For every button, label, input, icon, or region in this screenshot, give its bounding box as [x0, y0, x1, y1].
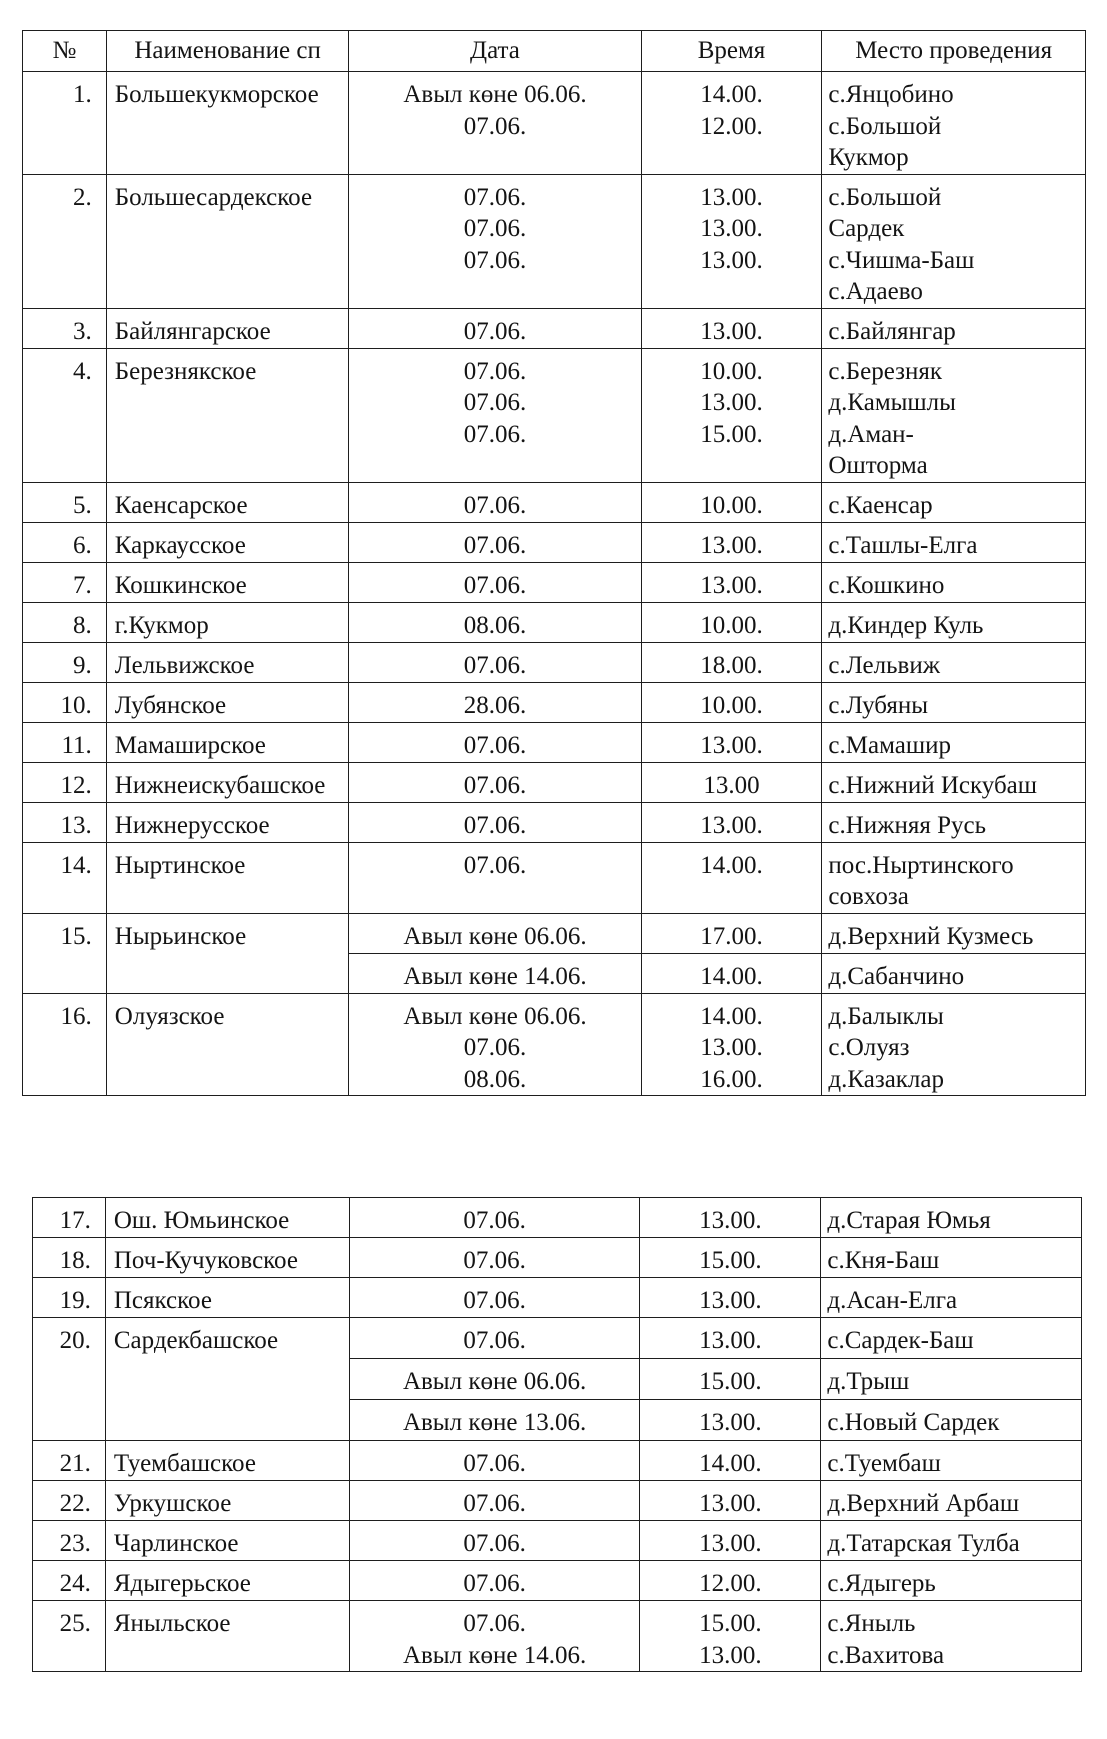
- event-place: [822, 802, 1086, 842]
- row-number: 2.: [23, 174, 107, 308]
- event-place-line: Кукмор: [828, 144, 909, 171]
- event-place: [822, 722, 1086, 762]
- row-number: 7.: [23, 562, 107, 602]
- event-place-line: пос.Ныртинского: [828, 851, 1014, 879]
- event-place: [822, 482, 1086, 522]
- event-place-line: с.Нижний Искубаш: [828, 771, 1038, 799]
- event-place: [822, 953, 1086, 993]
- event-place-line: д.Старая Юмья: [827, 1207, 991, 1234]
- event-place-line: д.Верхний Арбаш: [827, 1490, 1020, 1517]
- event-date-line: 07.06.: [463, 811, 527, 839]
- event-place-line: д.Верхний Кузмесь: [828, 922, 1034, 950]
- event-time-line: 12.00.: [700, 112, 763, 140]
- event-time-line: 13.00.: [700, 215, 763, 242]
- event-date-line: Авыл көне 14.06.: [402, 1641, 587, 1669]
- event-place-line: д.Казаклар: [828, 1065, 945, 1093]
- event-date: [349, 1400, 639, 1441]
- event-place-line: с.Кошкино: [828, 571, 945, 599]
- event-place: [822, 682, 1086, 722]
- event-time-line: 13.00.: [700, 389, 763, 416]
- table-row: [23, 762, 1086, 802]
- event-date-line: 07.06.: [463, 420, 527, 448]
- event-date: [349, 1481, 639, 1521]
- event-time-line: 13.00.: [699, 1287, 762, 1314]
- event-place: [821, 1359, 1082, 1400]
- settlement-name: Яныльское: [105, 1601, 349, 1672]
- table-row: [33, 1441, 1082, 1481]
- event-place-line: д.Татарская Тулба: [827, 1530, 1020, 1557]
- event-time: [640, 1601, 821, 1672]
- event-date-line: 08.06.: [463, 611, 527, 639]
- event-time-line: 17.00.: [700, 922, 763, 950]
- event-place-line: Сардек: [828, 215, 905, 242]
- event-place: [821, 1198, 1082, 1238]
- event-time-line: 13.00.: [700, 246, 763, 274]
- event-place: [822, 842, 1086, 913]
- event-date-line: 07.06.: [463, 531, 527, 559]
- event-date-line: 07.06.: [463, 1610, 526, 1637]
- event-date: [349, 482, 641, 522]
- event-place: [821, 1521, 1082, 1561]
- event-time-line: 13.00.: [700, 811, 763, 839]
- event-time: [640, 1400, 821, 1441]
- event-place-line: с.Чишма-Баш: [828, 246, 975, 274]
- event-place-line: д.Трыш: [827, 1368, 910, 1395]
- event-time-line: 13.00.: [699, 1490, 762, 1517]
- event-place-line: с.Лубяны: [828, 691, 929, 719]
- event-date-line: 07.06.: [463, 1034, 527, 1061]
- table-row: [23, 682, 1086, 722]
- table-row: [33, 1318, 1082, 1359]
- event-place-line: д.Сабанчино: [828, 962, 965, 990]
- event-place: [821, 1400, 1082, 1441]
- event-time-line: 13.00.: [700, 531, 763, 559]
- event-time: [641, 174, 822, 308]
- event-time: [641, 682, 822, 722]
- header-place: Место проведения: [822, 31, 1086, 72]
- event-place: [822, 174, 1086, 308]
- event-place-line: с.Туембаш: [827, 1450, 941, 1477]
- event-date-line: Авыл көне 13.06.: [402, 1409, 587, 1436]
- table-row: [33, 1521, 1082, 1561]
- settlement-name: Нижнеискубашское: [106, 762, 349, 802]
- event-date-line: 07.06.: [463, 317, 527, 345]
- event-place: [822, 308, 1086, 348]
- event-time-line: 13.00.: [700, 183, 763, 211]
- event-time: [641, 482, 822, 522]
- event-date: [349, 1278, 639, 1318]
- row-number: 11.: [23, 722, 107, 762]
- event-date-line: 07.06.: [463, 246, 527, 274]
- event-date-line: 07.06.: [463, 851, 527, 879]
- settlement-name: Поч-Кучуковское: [105, 1238, 349, 1278]
- row-number: 17.: [33, 1198, 106, 1238]
- event-time: [641, 953, 822, 993]
- header-date: Дата: [349, 31, 641, 72]
- row-number: 24.: [33, 1561, 106, 1601]
- row-number: 10.: [23, 682, 107, 722]
- event-date-line: 07.06.: [463, 731, 527, 759]
- table-row: [23, 348, 1086, 482]
- settlement-name: Лельвижское: [106, 642, 349, 682]
- event-date: [349, 1441, 639, 1481]
- event-date-line: Авыл көне 06.06.: [403, 1002, 587, 1030]
- event-date: [349, 1318, 639, 1359]
- event-date: [349, 72, 641, 175]
- event-place: [821, 1238, 1082, 1278]
- row-number: 18.: [33, 1238, 106, 1278]
- event-time-line: 15.00.: [699, 1368, 762, 1395]
- event-time: [641, 562, 822, 602]
- event-time: [641, 842, 822, 913]
- event-place: [821, 1441, 1082, 1481]
- table-row: [23, 482, 1086, 522]
- event-time: [641, 348, 822, 482]
- event-time-line: 13.00.: [700, 731, 763, 759]
- event-time-line: 13.00.: [700, 571, 763, 599]
- event-time-line: 14.00.: [699, 1450, 762, 1477]
- event-time-line: 13.00: [703, 771, 760, 799]
- event-place-line: с.Большой: [828, 183, 942, 211]
- event-time-line: 13.00.: [699, 1641, 762, 1669]
- event-time: [640, 1521, 821, 1561]
- event-place-line: с.Вахитова: [827, 1641, 945, 1669]
- event-time-line: 10.00.: [700, 691, 763, 719]
- event-date-line: 07.06.: [463, 1207, 526, 1234]
- settlement-name: Лубянское: [106, 682, 349, 722]
- event-date: [349, 913, 641, 953]
- event-date-line: 08.06.: [463, 1065, 527, 1093]
- event-place-line: с.Мамашир: [828, 731, 951, 759]
- table-row: [33, 1198, 1082, 1238]
- event-time-line: 13.00.: [700, 1034, 763, 1061]
- event-date-line: 07.06.: [463, 389, 527, 416]
- table-row: [33, 1601, 1082, 1672]
- table-row: [23, 308, 1086, 348]
- event-date: [349, 1561, 639, 1601]
- event-date-line: 07.06.: [463, 771, 527, 799]
- event-place: [821, 1318, 1082, 1359]
- table-row: [23, 522, 1086, 562]
- event-date-line: 07.06.: [463, 571, 527, 599]
- event-date: [349, 1238, 639, 1278]
- event-place: [822, 762, 1086, 802]
- event-time-line: 13.00.: [700, 317, 763, 345]
- row-number: 21.: [33, 1441, 106, 1481]
- event-time: [641, 993, 822, 1096]
- settlement-name: Уркушское: [105, 1481, 349, 1521]
- event-date-line: 07.06.: [463, 1530, 526, 1557]
- row-number: 14.: [23, 842, 107, 913]
- row-number: 15.: [23, 913, 107, 993]
- event-date: [349, 802, 641, 842]
- row-number: 23.: [33, 1521, 106, 1561]
- event-place-line: д.Асан-Елга: [827, 1287, 958, 1314]
- event-place: [822, 522, 1086, 562]
- event-time-line: 15.00.: [699, 1610, 762, 1637]
- event-date-line: 07.06.: [463, 1287, 526, 1314]
- event-time-line: 15.00.: [699, 1247, 762, 1274]
- event-time-line: 12.00.: [699, 1570, 762, 1597]
- row-number: 4.: [23, 348, 107, 482]
- event-date-line: 07.06.: [463, 183, 527, 211]
- event-place-line: совхоза: [828, 883, 909, 910]
- event-date-line: 07.06.: [463, 1327, 526, 1354]
- row-number: 3.: [23, 308, 107, 348]
- event-date-line: Авыл көне 06.06.: [403, 922, 587, 950]
- event-time-line: 13.00.: [699, 1207, 762, 1234]
- settlement-name: Каенсарское: [106, 482, 349, 522]
- event-date: [349, 993, 641, 1096]
- event-date-line: 07.06.: [463, 651, 527, 679]
- event-date-line: 07.06.: [463, 1450, 526, 1477]
- table-row: [23, 642, 1086, 682]
- event-time: [641, 522, 822, 562]
- event-date-line: 07.06.: [463, 491, 527, 519]
- table-row: [33, 1481, 1082, 1521]
- event-place-line: д.Киндер Куль: [828, 611, 984, 639]
- event-place-line: с.Кня-Баш: [827, 1247, 940, 1274]
- event-place-line: с.Березняк: [828, 357, 943, 385]
- event-time-line: 16.00.: [700, 1065, 763, 1093]
- event-time-line: 13.00.: [699, 1409, 762, 1436]
- table-row: [33, 1561, 1082, 1601]
- event-time-line: 14.00.: [700, 851, 763, 879]
- table-row: [23, 842, 1086, 913]
- table-row: [23, 174, 1086, 308]
- settlement-name: Ош. Юмьинское: [105, 1198, 349, 1238]
- event-place-line: д.Камышлы: [828, 389, 956, 416]
- event-time: [640, 1238, 821, 1278]
- table-row: [23, 602, 1086, 642]
- event-time: [640, 1561, 821, 1601]
- event-place-line: с.Ядыгерь: [827, 1570, 936, 1597]
- event-date: [349, 1601, 639, 1672]
- row-number: 25.: [33, 1601, 106, 1672]
- event-place-line: с.Адаево: [828, 278, 923, 305]
- settlement-name: Туембашское: [105, 1441, 349, 1481]
- settlement-name: Кошкинское: [106, 562, 349, 602]
- event-place: [822, 913, 1086, 953]
- settlement-name: Большекукморское: [106, 72, 349, 175]
- event-place: [822, 348, 1086, 482]
- event-date-line: 07.06.: [463, 112, 527, 140]
- table-row: [23, 802, 1086, 842]
- row-number: 22.: [33, 1481, 106, 1521]
- event-time-line: 14.00.: [700, 81, 763, 108]
- event-time: [641, 802, 822, 842]
- event-place: [821, 1481, 1082, 1521]
- table-row: [33, 1278, 1082, 1318]
- event-place-line: с.Каенсар: [828, 491, 933, 519]
- event-date-line: 07.06.: [463, 1570, 526, 1597]
- event-date: [349, 562, 641, 602]
- row-number: 9.: [23, 642, 107, 682]
- event-time: [640, 1198, 821, 1238]
- header-num: №: [23, 31, 107, 72]
- settlement-name: Нижнерусское: [106, 802, 349, 842]
- event-date-line: Авыл көне 14.06.: [403, 962, 587, 990]
- event-time: [641, 762, 822, 802]
- event-date: [349, 174, 641, 308]
- event-place-line: с.Байлянгар: [828, 317, 956, 345]
- event-place-line: с.Большой: [828, 112, 942, 140]
- row-number: 20.: [33, 1318, 106, 1441]
- row-number: 8.: [23, 602, 107, 642]
- event-date: [349, 1198, 639, 1238]
- event-date: [349, 1521, 639, 1561]
- row-number: 19.: [33, 1278, 106, 1318]
- table-row: [23, 72, 1086, 175]
- event-place: [822, 993, 1086, 1096]
- settlement-name: Ныртинское: [106, 842, 349, 913]
- event-place: [822, 642, 1086, 682]
- event-date: [349, 348, 641, 482]
- event-place: [822, 602, 1086, 642]
- event-time: [641, 602, 822, 642]
- event-place-line: с.Лельвиж: [828, 651, 940, 679]
- event-place-line: с.Новый Сардек: [827, 1409, 1000, 1436]
- event-date-line: Авыл көне 06.06.: [402, 1368, 587, 1395]
- settlement-name: Березнякское: [106, 348, 349, 482]
- event-time: [640, 1318, 821, 1359]
- event-date-line: 07.06.: [463, 215, 527, 242]
- event-time: [641, 308, 822, 348]
- table-row: [23, 722, 1086, 762]
- event-time-line: 13.00.: [699, 1327, 762, 1354]
- event-place-line: с.Ташлы-Елга: [828, 531, 978, 559]
- event-place-line: Ошторма: [828, 452, 928, 479]
- settlement-name: Большесардекское: [106, 174, 349, 308]
- event-time: [641, 72, 822, 175]
- event-date-line: 07.06.: [463, 1247, 526, 1274]
- event-time: [640, 1441, 821, 1481]
- table-row: [23, 993, 1086, 1096]
- event-place: [821, 1601, 1082, 1672]
- settlement-name: Чарлинское: [105, 1521, 349, 1561]
- row-number: 13.: [23, 802, 107, 842]
- event-place-line: с.Олуяз: [828, 1034, 910, 1061]
- schedule-table-page-1: [22, 30, 1086, 1096]
- settlement-name: Ядыгерьское: [105, 1561, 349, 1601]
- event-time-line: 14.00.: [700, 1002, 763, 1030]
- table-row: [33, 1238, 1082, 1278]
- event-place-line: с.Нижняя Русь: [828, 811, 986, 839]
- header-name: Наименование сп: [106, 31, 349, 72]
- event-date: [349, 308, 641, 348]
- event-time: [640, 1481, 821, 1521]
- event-time-line: 14.00.: [700, 962, 763, 990]
- settlement-name: г.Кукмор: [106, 602, 349, 642]
- event-date-line: 28.06.: [463, 691, 527, 719]
- event-date: [349, 682, 641, 722]
- event-time: [641, 722, 822, 762]
- event-time: [641, 642, 822, 682]
- event-time-line: 10.00.: [700, 611, 763, 639]
- event-date: [349, 642, 641, 682]
- header-row: [23, 31, 1086, 72]
- settlement-name: Сардекбашское: [105, 1318, 349, 1441]
- event-place-line: с.Янцобино: [828, 81, 954, 108]
- event-date: [349, 522, 641, 562]
- event-time-line: 18.00.: [700, 651, 763, 679]
- event-place-line: д.Аман-: [828, 420, 914, 448]
- settlement-name: Олуязское: [106, 993, 349, 1096]
- event-place-line: д.Балыклы: [828, 1002, 944, 1030]
- settlement-name: Псякское: [105, 1278, 349, 1318]
- settlement-name: Байлянгарское: [106, 308, 349, 348]
- row-number: 6.: [23, 522, 107, 562]
- event-date: [349, 602, 641, 642]
- row-number: 1.: [23, 72, 107, 175]
- event-date-line: 07.06.: [463, 357, 527, 385]
- row-number: 5.: [23, 482, 107, 522]
- event-time: [640, 1359, 821, 1400]
- row-number: 16.: [23, 993, 107, 1096]
- event-time-line: 15.00.: [700, 420, 763, 448]
- settlement-name: Мамаширское: [106, 722, 349, 762]
- event-place: [821, 1278, 1082, 1318]
- event-date: [349, 722, 641, 762]
- event-date-line: 07.06.: [463, 1490, 526, 1517]
- settlement-name: Нырьинское: [106, 913, 349, 993]
- table-row: [23, 562, 1086, 602]
- event-date: [349, 762, 641, 802]
- schedule-table-page-2: [32, 1197, 1082, 1672]
- event-time-line: 13.00.: [699, 1530, 762, 1557]
- header-time: Время: [641, 31, 822, 72]
- row-number: 12.: [23, 762, 107, 802]
- event-place-line: с.Яныль: [827, 1610, 916, 1637]
- settlement-name: Каркаусское: [106, 522, 349, 562]
- event-date: [349, 1359, 639, 1400]
- event-date: [349, 953, 641, 993]
- event-date-line: Авыл көне 06.06.: [403, 81, 587, 108]
- event-time-line: 10.00.: [700, 357, 763, 385]
- event-place: [822, 72, 1086, 175]
- event-place-line: с.Сардек-Баш: [827, 1327, 974, 1354]
- event-place: [821, 1561, 1082, 1601]
- table-row: [23, 913, 1086, 953]
- event-time: [641, 913, 822, 953]
- event-place: [822, 562, 1086, 602]
- event-time-line: 10.00.: [700, 491, 763, 519]
- event-date: [349, 842, 641, 913]
- event-time: [640, 1278, 821, 1318]
